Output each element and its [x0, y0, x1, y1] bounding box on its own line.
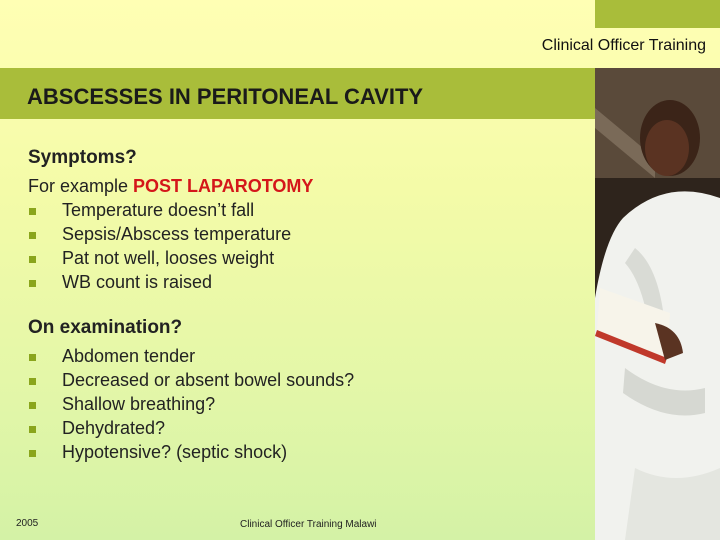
list-item-text: Abdomen tender — [62, 346, 196, 366]
symptoms-lead — [28, 174, 588, 198]
square-bullet-icon — [29, 256, 36, 263]
list-item-text: Decreased or absent bowel sounds? — [62, 370, 355, 390]
symptoms-lead-emphasis: POST LAPAROTOMY — [133, 176, 314, 196]
square-bullet-icon — [29, 232, 36, 239]
list-item-text: Sepsis/Abscess temperature — [62, 224, 292, 244]
list-item — [28, 440, 588, 464]
examination-heading: On examination? — [28, 317, 183, 338]
square-bullet-icon — [29, 402, 36, 409]
square-bullet-icon — [29, 280, 36, 287]
list-item — [28, 222, 588, 246]
symptoms-list — [28, 198, 588, 294]
list-item-text: Temperature doesn’t fall — [62, 200, 255, 220]
list-item — [28, 416, 588, 440]
list-item-text: WB count is raised — [62, 272, 213, 292]
square-bullet-icon — [29, 208, 36, 215]
slide-content — [28, 146, 588, 464]
nurse-reading-book-photo — [595, 68, 720, 540]
symptoms-heading: Symptoms? — [28, 147, 137, 168]
top-accent-bar — [595, 0, 720, 28]
list-item-text: Pat not well, looses weight — [62, 248, 275, 268]
symptoms-lead-prefix: For example — [28, 176, 134, 196]
list-item — [28, 198, 588, 222]
list-item-text: Dehydrated? — [62, 418, 166, 438]
header-label: Clinical Officer Training — [541, 37, 706, 54]
list-item-text: Hypotensive? (septic shock) — [62, 442, 288, 462]
list-item — [28, 246, 588, 270]
footer-year: 2005 — [16, 518, 39, 529]
list-item-text: Shallow breathing? — [62, 394, 216, 414]
list-item — [28, 344, 588, 368]
list-item — [28, 392, 588, 416]
footer-caption: Clinical Officer Training Malawi — [240, 519, 377, 530]
square-bullet-icon — [29, 378, 36, 385]
square-bullet-icon — [29, 450, 36, 457]
examination-list — [28, 344, 588, 464]
title-bar — [0, 68, 595, 119]
list-item — [28, 270, 588, 294]
square-bullet-icon — [29, 426, 36, 433]
slide-title: ABSCESSES IN PERITONEAL CAVITY — [27, 84, 424, 109]
square-bullet-icon — [29, 354, 36, 361]
list-item — [28, 368, 588, 392]
